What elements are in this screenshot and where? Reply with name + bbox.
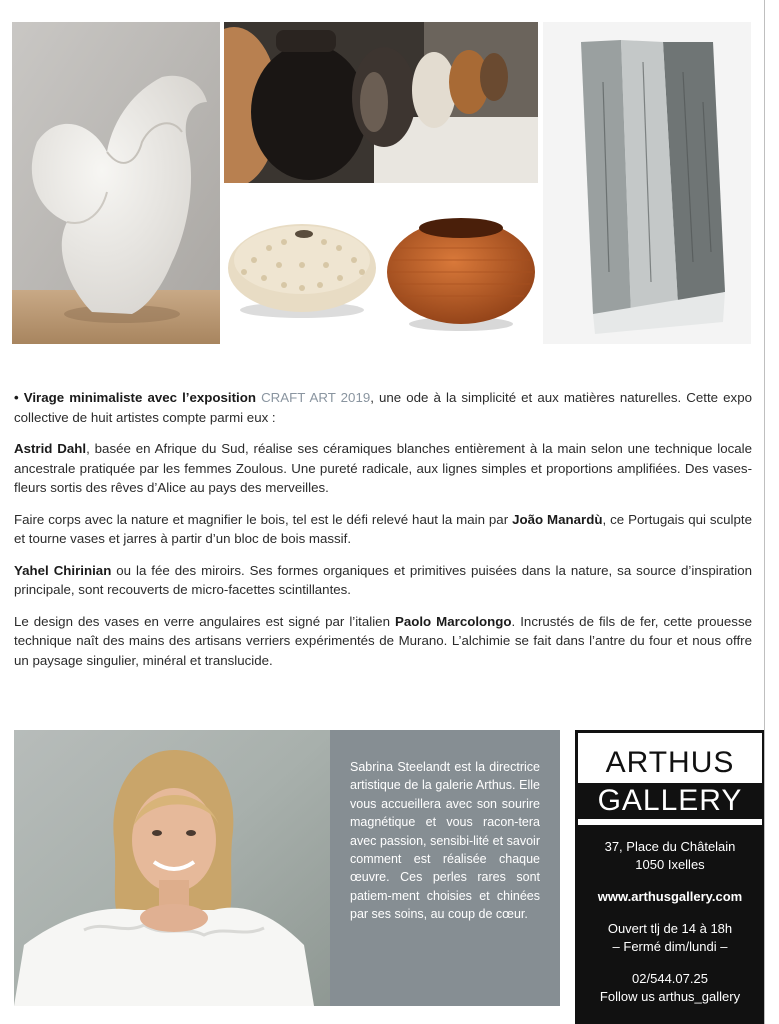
wooden-vases-photo [224, 22, 538, 183]
artist-paragraph-2: Faire corps avec la nature et magnifier le bois, tel est le défi relevé haut la main par João Manardù, ce Portugais qui sculpte et tourne vases et jarres à partir d’un bloc de bois massif. [14, 511, 753, 546]
intro-bullet: • [14, 390, 19, 405]
artist-paragraph-1: Astrid Dahl, basée en Afrique du Sud, réalise ses céramiques blanches entièrement à la main selon une technique locale ancestrale pratiquée par les femmes Zoulous. Une pureté radicale, aux lignes simples et proportions amplifiées. Des vases-fleurs sortis des rêves d’Alice au pays des merveilles. [14, 441, 752, 495]
intro-paragraph [14, 388, 752, 427]
director-portrait-photo [14, 730, 330, 1006]
expo-name: CRAFT ART 2019 [261, 390, 371, 405]
address-line: 1050 Ixelles [635, 857, 705, 872]
gallery-website-link[interactable]: www.arthusgallery.com [597, 889, 743, 904]
address-line: 37, Place du Châtelain [604, 839, 736, 854]
textured-ceramic-bowl-photo [224, 190, 380, 344]
closing-days: – Fermé dim/lundi – [612, 939, 728, 954]
intro-lead: Virage minimaliste avec l’exposition [23, 390, 256, 405]
artist-name: Yahel Chirinian [14, 562, 112, 578]
artist-paragraph-4: Le design des vases en verre angulaires est signé par l’italien Paolo Marcolongo. Incrustés de fils de fer, cette prouesse technique naît des mains des artisans verriers expérimentés de Murano. L’alchimie se fait dans l’antre du four et nous offre un paysage singulier, minéral et translucide. [14, 613, 752, 668]
gallery-logo [578, 733, 762, 825]
intro-rest: , une ode à la simplicité et aux matières naturelles. Cette expo collective de huit artistes compte parmi eux : [14, 390, 752, 425]
opening-hours: Ouvert tlj de 14 à 18h [607, 921, 733, 936]
artist-paragraph-3: Yahel Chirinian ou la fée des miroirs. Ses formes organiques et primitives puisées dans la nature, sa source d’inspiration principale, sont recouverts de micro-facettes scintillantes. [14, 562, 752, 597]
director-bio-panel [330, 730, 560, 1006]
director-bio-text: Sabrina Steelandt est la directrice artistique de la galerie Arthus. Elle vous accueillera avec son sourire magnétique et vous racon-tera avec passion, sensibi-lité et savoir comment est réalisée chaque œuvre. Ces perles rares sont patiem-ment choisies et chinées par ses soins, au coup de cœur. [350, 760, 540, 922]
copper-woven-bowl-photo [384, 190, 538, 344]
logo-line-gallery: GALLERY [578, 783, 762, 819]
artist-name: Paolo Marcolongo [394, 613, 512, 629]
phone-number: 02/544.07.25 [632, 971, 708, 986]
social-handle: Follow us arthus_gallery [599, 989, 741, 1004]
logo-line-arthus: ARTHUS [605, 746, 735, 779]
white-ceramic-sculpture-photo [12, 22, 220, 344]
article-text [14, 388, 752, 682]
page-edge-rule [764, 0, 765, 1024]
gallery-contact-info [575, 838, 765, 1006]
gallery-info-card [575, 730, 765, 1024]
artist-name: Astrid Dahl [14, 441, 87, 456]
artist-name: João Manardù [512, 511, 603, 527]
glass-vase-photo [543, 22, 751, 344]
